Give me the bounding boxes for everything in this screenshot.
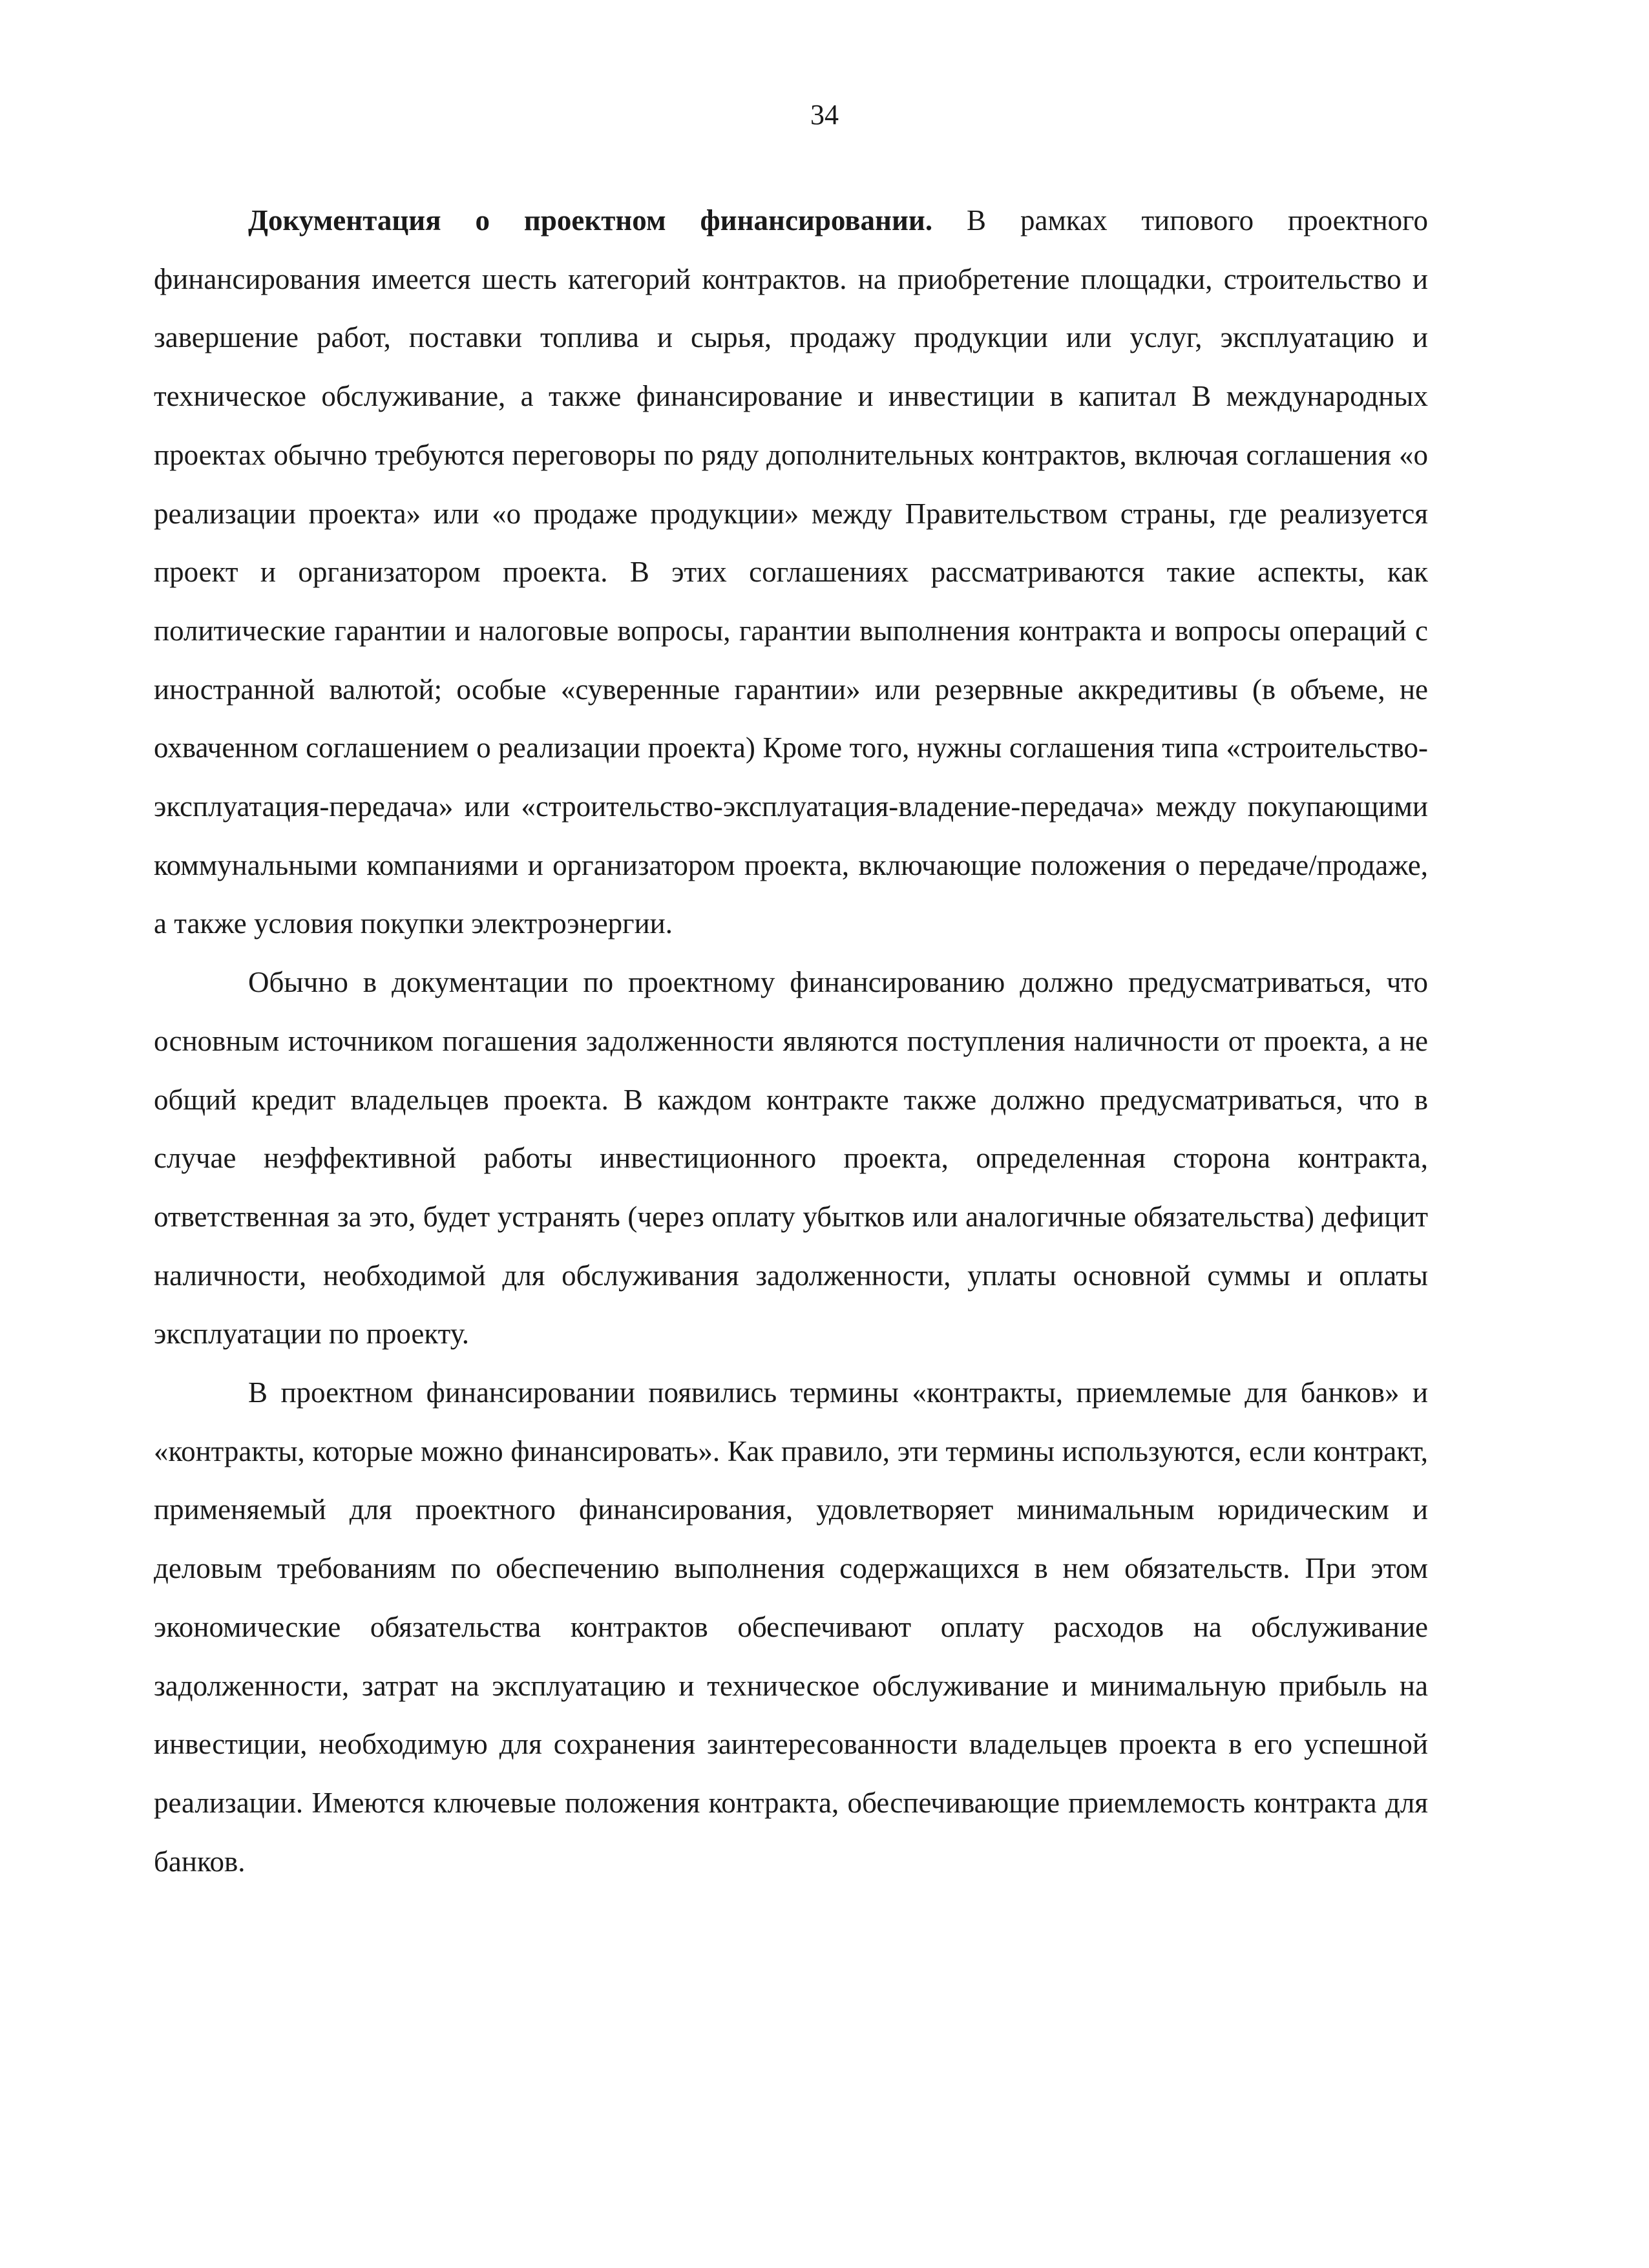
paragraph-heading: Документация о проектном финансировании. xyxy=(248,204,933,236)
paragraph-repayment-source xyxy=(154,953,1428,1363)
body-text xyxy=(154,191,1428,1891)
page-number: 34 xyxy=(810,99,839,131)
paragraph-text: Обычно в документации по проектному финансированию должно предусматриваться, что основным источником погашения задолженности являются поступления наличности от проекта, а не общий кредит владельцев проекта. В каждом контракте также должно предусматриваться, что в случае неэффективной работы инвестиционного проекта, определенная сторона контракта, ответственная за это, будет устранять (через оплату убытков или аналогичные обязательства) дефицит наличности, необходимой для обслуживания задолженности, уплаты основной суммы и оплаты эксплуатации по проекту. xyxy=(154,966,1428,1350)
paragraph-project-finance-documentation xyxy=(154,191,1428,953)
paragraph-bankable-contracts xyxy=(154,1363,1428,1891)
paragraph-text: В проектном финансировании появились термины «контракты, приемлемые для банков» и «контракты, которые можно финансировать». Как правило, эти термины используются, если контракт, применяемый для проектного финансирования, удовлетворяет минимальным юридическим и деловым требованиям по обеспечению выполнения содержащихся в нем обязательств. При этом экономические обязательства контрактов обеспечивают оплату расходов на обслуживание задолженности, затрат на эксплуатацию и техническое обслуживание и минимальную прибыль на инвестиции, необходимую для сохранения заинтересованности владельцев проекта в его успешной реализации. Имеются ключевые положения контракта, обеспечивающие приемлемость контракта для банков. xyxy=(154,1376,1428,1878)
paragraph-text: В рамках типового проектного финансирования имеется шесть категорий контрактов. на приобретение площадки, строительство и завершение работ, поставки топлива и сырья, продажу продукции или услуг, эксплуатацию и техническое обслуживание, а также финансирование и инвестиции в капитал В международных проектах обычно требуются переговоры по ряду дополнительных контрактов, включая соглашения «о реализации проекта» или «о продаже продукции» между Правительством страны, где реализуется проект и организатором проекта. В этих соглашениях рассматриваются такие аспекты, как политические гарантии и налоговые вопросы, гарантии выполнения контракта и вопросы операций с иностранной валютой; особые «суверенные гарантии» или резервные аккредитивы (в объеме, не охваченном соглашением о реализации проекта) Кроме того, нужны соглашения типа «строительство-эксплуатация-передача» или «строительство-эксплуатация-владение-передача» между покупающими коммунальными компаниями и организатором проекта, включающие положения о передаче/продаже, а также условия покупки электроэнергии. xyxy=(154,204,1428,940)
